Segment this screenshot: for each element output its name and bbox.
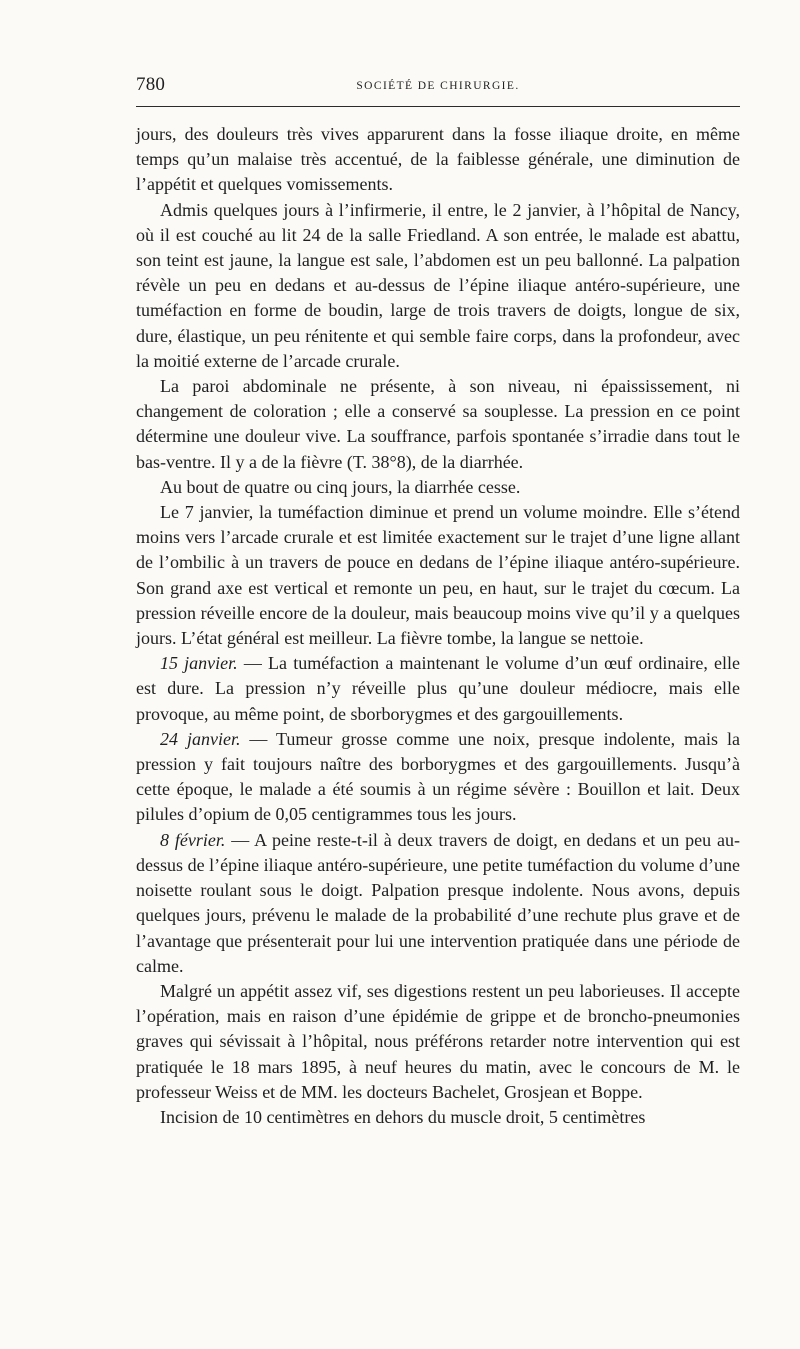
page-header bbox=[136, 74, 740, 100]
paragraph-9: Malgré un appétit assez vif, ses digestions restent un peu laborieuses. Il accepte l’opération, mais en raison d’une épidémie de grippe et de broncho-pneumonies graves qui sévissait à l’hôpital, nous préférons retarder notre intervention qui est pratiquée le 18 mars 1895, à neuf heures du matin, avec le concours de M. le professeur Weiss et de MM. les docteurs Bachelet, Grosjean et Boppe. bbox=[136, 980, 740, 1102]
paragraph-10: Incision de 10 centimètres en dehors du muscle droit, 5 centimètres bbox=[160, 1106, 646, 1127]
dateline-24-janvier: 24 janvier. bbox=[160, 728, 241, 749]
paragraph-4: Au bout de quatre ou cinq jours, la diarrhée cesse. bbox=[160, 476, 521, 497]
body-text bbox=[136, 122, 740, 1130]
paragraph-7-text: — Tumeur grosse comme une noix, presque indolente, mais la pression y fait toujours naître des borborygmes et des gargouillements. Jusqu’à cette époque, le malade a été soumis à un régime sévère : Bouillon et lait. Deux pilules d’opium de 0,05 centigrammes tous les jours. bbox=[136, 728, 740, 825]
page-number: 780 bbox=[136, 74, 166, 95]
dateline-15-janvier: 15 janvier. bbox=[160, 653, 238, 674]
paragraph-1: jours, des douleurs très vives apparurent dans la fosse iliaque droite, en même temps qu’un malaise très accentué, de la faiblesse générale, une diminution de l’appétit et quelques vomissements. bbox=[136, 124, 740, 195]
paragraph-7 bbox=[136, 727, 740, 828]
paragraph-2: Admis quelques jours à l’infirmerie, il entre, le 2 janvier, à l’hôpital de Nancy, où il est couché au lit 24 de la salle Friedland. A son entrée, le malade est abattu, son teint est jaune, la langue est sale, l’abdomen est un peu ballonné. La palpation révèle un peu en dedans et au-dessus de l’épine iliaque antéro-supérieure, une tuméfaction en forme de boudin, large de trois travers de doigts, longue de six, dure, élastique, un peu rénitente et qui semble faire corps, dans la profondeur, avec la moitié externe de l’arcade crurale. bbox=[136, 199, 740, 371]
paragraph-8-text: — A peine reste-t-il à deux travers de doigt, en dedans et un peu au-dessus de l’épine iliaque antéro-supérieure, une petite tuméfaction du volume d’une noisette roulant sous le doigt. Palpation presque indolente. Nous avons, depuis quelques jours, prévenu le malade de la probabilité d’une rechute plus grave et de l’avantage que présenterait pour lui une intervention pratiquée dans une période de calme. bbox=[136, 829, 741, 976]
paragraph-6 bbox=[136, 651, 740, 727]
paragraph-5: Le 7 janvier, la tuméfaction diminue et prend un volume moindre. Elle s’étend moins vers l’arcade crurale et est limitée exactement sur le trajet d’une ligne allant de l’ombilic à un travers de pouce en dedans de l’épine iliaque antéro-supérieure. Son grand axe est vertical et remonte un peu, en haut, sur le trajet du cœcum. La pression réveille encore de la douleur, mais beaucoup moins vive qu’il y a quelques jours. L’état général est meilleur. La fièvre tombe, la langue se nettoie. bbox=[136, 502, 740, 649]
paragraph-3: La paroi abdominale ne présente, à son niveau, ni épaississement, ni changement de coloration ; elle a conservé sa souplesse. La pression en ce point détermine une douleur vive. La souffrance, parfois spontanée s’irradie dans tout le bas-ventre. Il y a de la fièvre (T. 38°8), de la diarrhée. bbox=[136, 376, 740, 472]
paragraph-8 bbox=[136, 828, 740, 979]
header-rule bbox=[136, 106, 740, 107]
dateline-8-fevrier: 8 février. bbox=[160, 829, 226, 850]
paragraph-6-text: — La tuméfaction a maintenant le volume d’un œuf ordinaire, elle est dure. La pression n’y réveille plus qu’une douleur médiocre, mais elle provoque, au même point, de sborborygmes et des gargouillements. bbox=[136, 653, 740, 724]
running-head: SOCIÉTÉ DE CHIRURGIE. bbox=[356, 80, 520, 92]
